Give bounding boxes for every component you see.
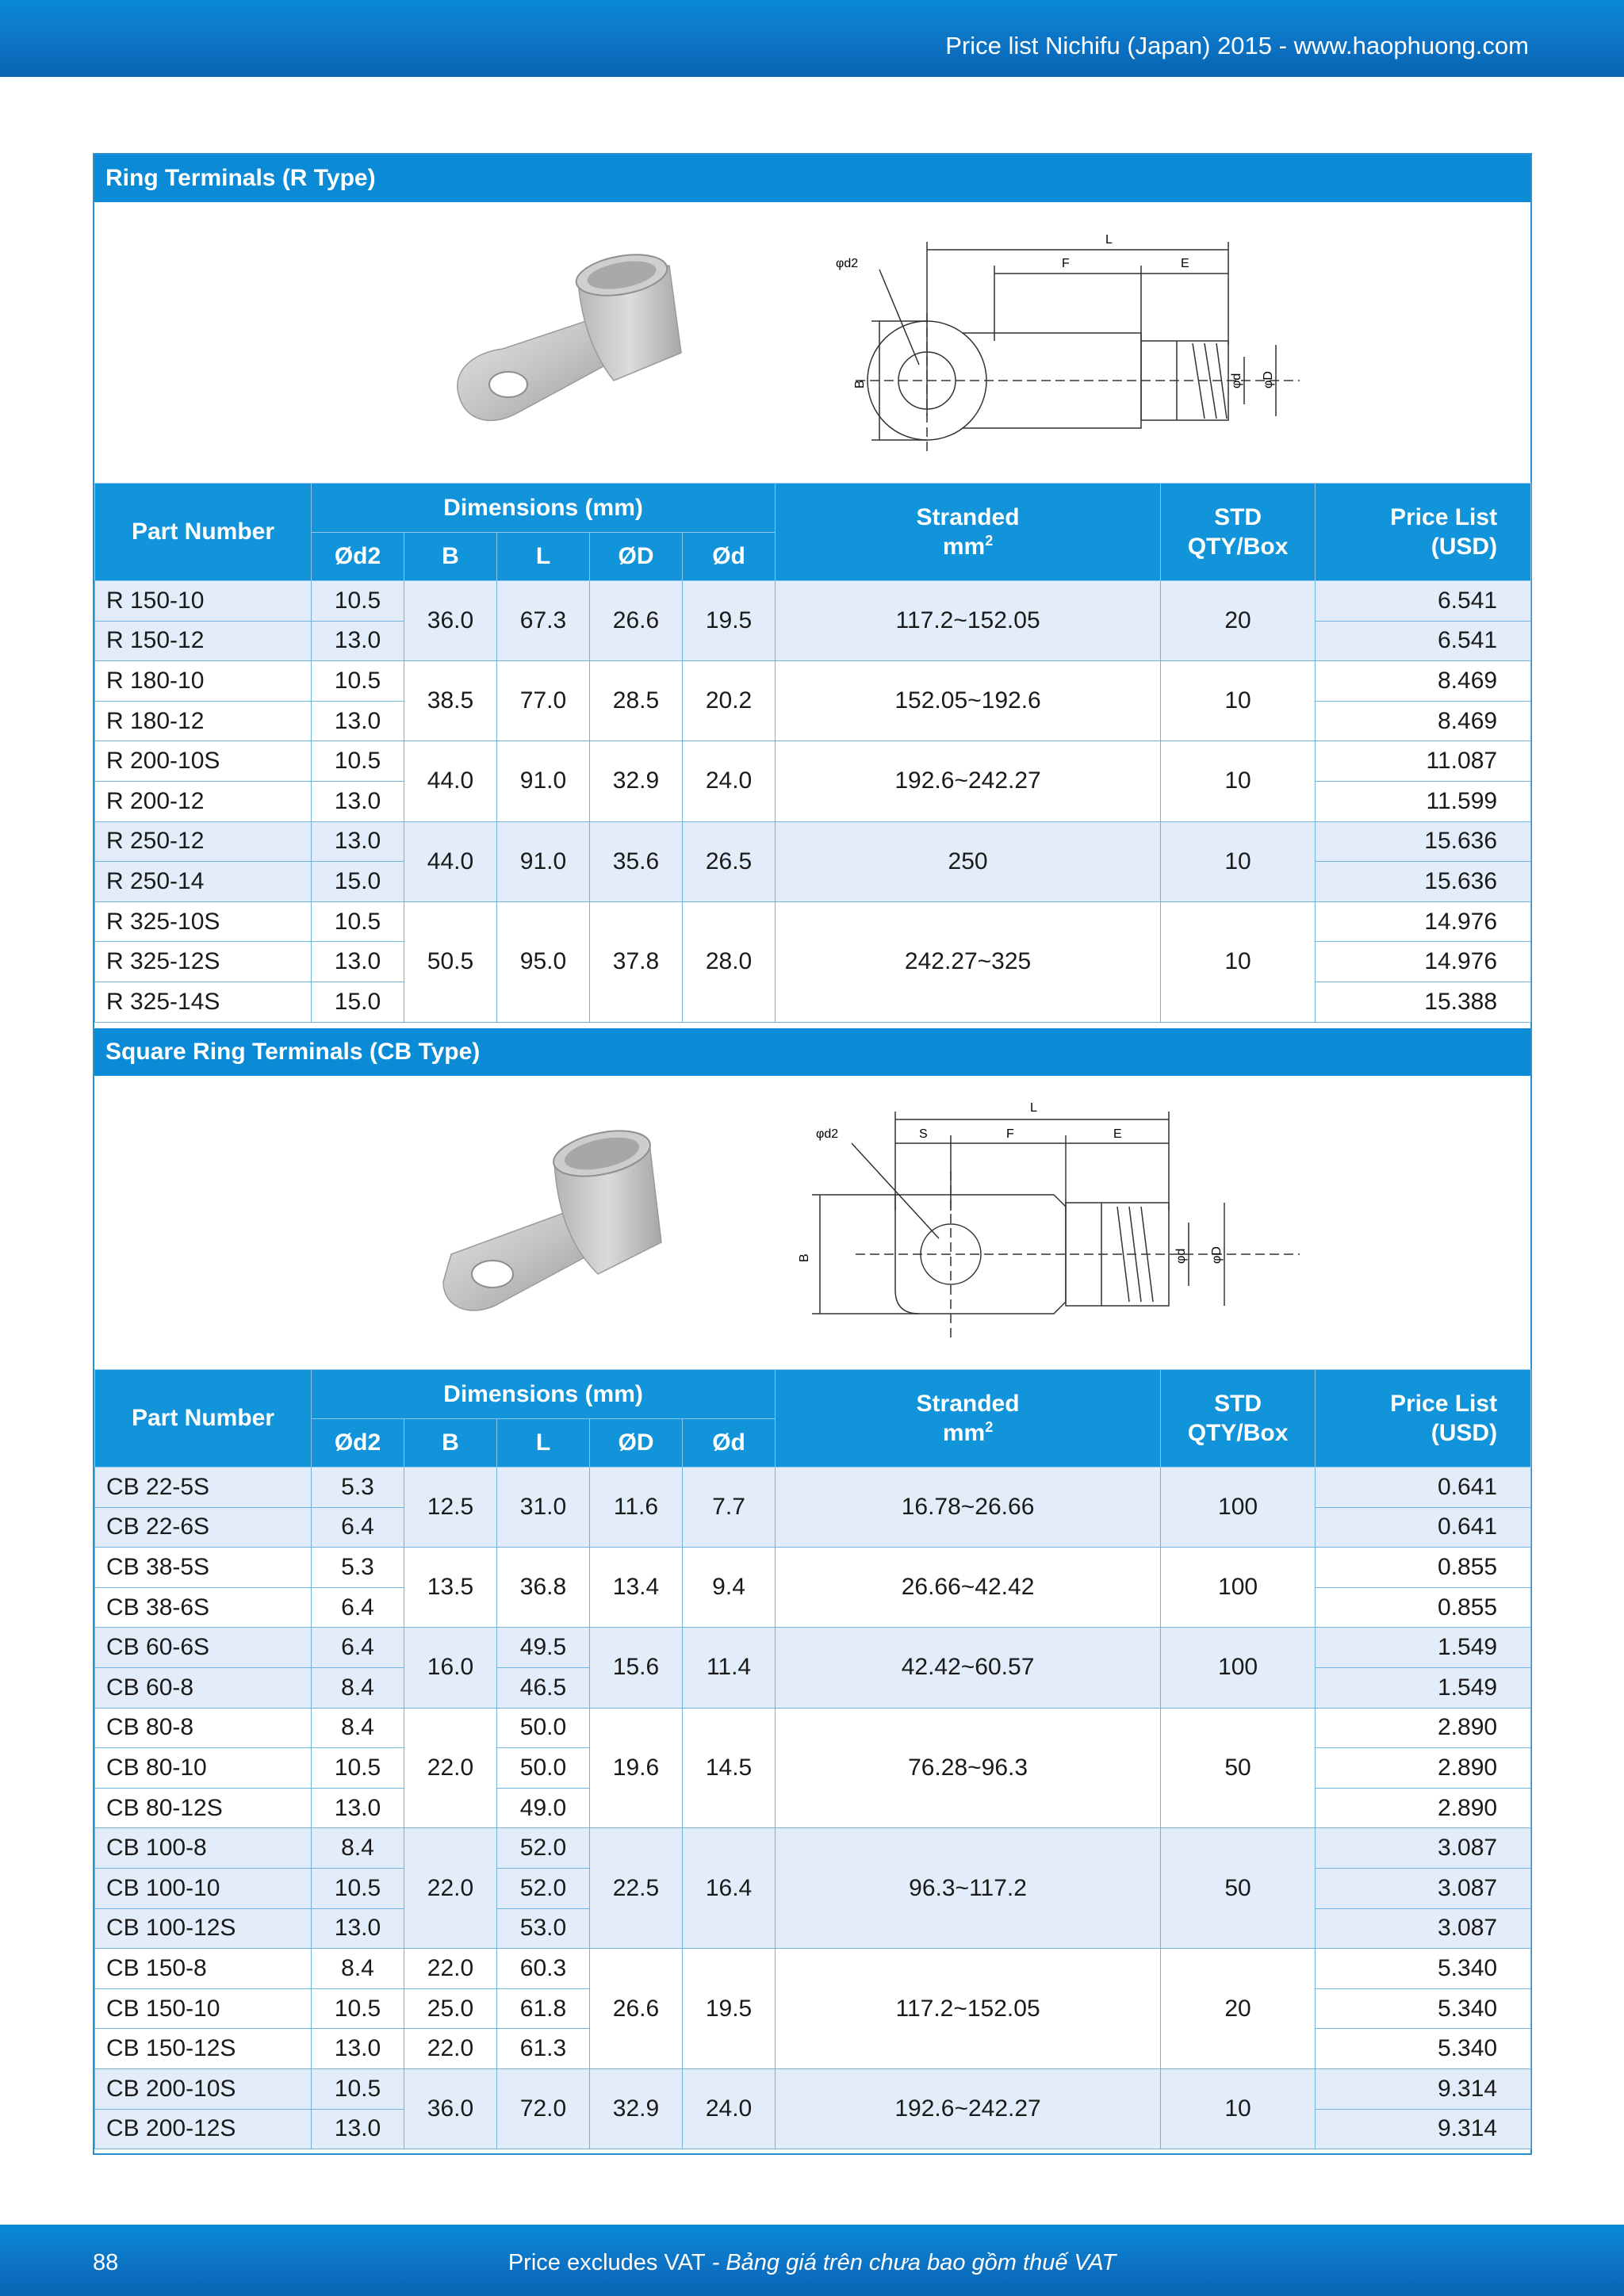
b-value: 50.5 bbox=[404, 901, 497, 1022]
inner-d-value: 24.0 bbox=[683, 2068, 776, 2149]
ring-spec-table bbox=[94, 483, 1531, 1023]
part-number: CB 150-10 bbox=[95, 1988, 312, 2029]
d2-value: 8.4 bbox=[312, 1949, 404, 1989]
col-stranded: Stranded $mm^2$ bbox=[776, 484, 1161, 581]
outer-d-value: 15.6 bbox=[590, 1628, 683, 1708]
cb-dim-D: φD bbox=[1210, 1246, 1224, 1264]
d2-value: 10.5 bbox=[312, 581, 404, 622]
d2-value: 13.0 bbox=[312, 701, 404, 741]
b-value: 22.0 bbox=[404, 1949, 497, 1989]
part-number: R 250-12 bbox=[95, 821, 312, 862]
l-value: 67.3 bbox=[497, 581, 590, 661]
cb-terminal-drawing bbox=[798, 1092, 1379, 1353]
part-number: CB 80-8 bbox=[95, 1708, 312, 1748]
b-value: 44.0 bbox=[404, 821, 497, 901]
part-number: CB 100-12S bbox=[95, 1908, 312, 1949]
part-number: R 150-10 bbox=[95, 581, 312, 622]
stranded-value: 242.27~325 bbox=[776, 901, 1161, 1022]
outer-d-value: 13.4 bbox=[590, 1548, 683, 1628]
l-value: 61.8 bbox=[497, 1988, 590, 2029]
d2-value: 13.0 bbox=[312, 2029, 404, 2069]
page-footer-bar bbox=[0, 2225, 1624, 2296]
cb-dim-F: F bbox=[1006, 1127, 1014, 1141]
d2-value: 6.4 bbox=[312, 1587, 404, 1628]
outer-d-value: 11.6 bbox=[590, 1468, 683, 1548]
l-value: 91.0 bbox=[497, 741, 590, 821]
price-value: 3.087 bbox=[1316, 1828, 1531, 1869]
ring-dim-B: B bbox=[853, 380, 867, 388]
part-number: CB 150-8 bbox=[95, 1949, 312, 1989]
price-value: 8.469 bbox=[1316, 701, 1531, 741]
part-number: CB 38-5S bbox=[95, 1548, 312, 1588]
page-header-bar bbox=[0, 0, 1624, 77]
qty-value: 10 bbox=[1161, 2068, 1316, 2149]
cb-dim-B: B bbox=[798, 1253, 811, 1262]
outer-d-value: 35.6 bbox=[590, 821, 683, 901]
price-value: 2.890 bbox=[1316, 1748, 1531, 1789]
outer-d-value: 26.6 bbox=[590, 581, 683, 661]
price-value: 8.469 bbox=[1316, 661, 1531, 702]
d2-value: 6.4 bbox=[312, 1628, 404, 1668]
ring-dim-L: L bbox=[1105, 233, 1113, 247]
l-value: 52.0 bbox=[497, 1868, 590, 1908]
price-value: 6.541 bbox=[1316, 621, 1531, 661]
stranded-value: 42.42~60.57 bbox=[776, 1628, 1161, 1708]
price-value: 5.340 bbox=[1316, 1988, 1531, 2029]
d2-value: 6.4 bbox=[312, 1507, 404, 1548]
b-value: 22.0 bbox=[404, 1708, 497, 1828]
inner-d-value: 16.4 bbox=[683, 1828, 776, 1949]
price-value: 1.549 bbox=[1316, 1667, 1531, 1708]
col-stranded: Stranded $mm^2$ bbox=[776, 1370, 1161, 1468]
l-value: 49.0 bbox=[497, 1788, 590, 1828]
part-number: CB 150-12S bbox=[95, 2029, 312, 2069]
col-price: Price List (USD) bbox=[1316, 1370, 1531, 1468]
col-outer-d: ØD bbox=[590, 1419, 683, 1468]
part-number: R 150-12 bbox=[95, 621, 312, 661]
inner-d-value: 26.5 bbox=[683, 821, 776, 901]
l-value: 60.3 bbox=[497, 1949, 590, 1989]
l-value: 46.5 bbox=[497, 1667, 590, 1708]
l-value: 95.0 bbox=[497, 901, 590, 1022]
table-row bbox=[95, 901, 1531, 942]
b-value: 36.0 bbox=[404, 581, 497, 661]
d2-value: 10.5 bbox=[312, 2068, 404, 2109]
col-price: Price List (USD) bbox=[1316, 484, 1531, 581]
price-value: 14.976 bbox=[1316, 942, 1531, 982]
price-value: 2.890 bbox=[1316, 1708, 1531, 1748]
d2-value: 5.3 bbox=[312, 1548, 404, 1588]
qty-value: 20 bbox=[1161, 1949, 1316, 2069]
price-value: 15.388 bbox=[1316, 982, 1531, 1022]
price-value: 11.087 bbox=[1316, 741, 1531, 782]
d2-value: 5.3 bbox=[312, 1468, 404, 1508]
header-title: Price list Nichifu (Japan) 2015 - www.haophuong.com bbox=[945, 32, 1529, 59]
price-value: 11.599 bbox=[1316, 781, 1531, 821]
cb-image-area bbox=[94, 1076, 1530, 1369]
stranded-value: 152.05~192.6 bbox=[776, 661, 1161, 741]
b-value: 25.0 bbox=[404, 1988, 497, 2029]
d2-value: 10.5 bbox=[312, 741, 404, 782]
qty-value: 50 bbox=[1161, 1708, 1316, 1828]
part-number: R 325-14S bbox=[95, 982, 312, 1022]
col-d2: Ød2 bbox=[312, 1419, 404, 1468]
part-number: R 180-10 bbox=[95, 661, 312, 702]
col-b: B bbox=[404, 533, 497, 581]
part-number: R 325-12S bbox=[95, 942, 312, 982]
d2-value: 10.5 bbox=[312, 1988, 404, 2029]
table-row bbox=[95, 581, 1531, 622]
stranded-value: 96.3~117.2 bbox=[776, 1828, 1161, 1949]
d2-value: 13.0 bbox=[312, 2109, 404, 2149]
l-value: 50.0 bbox=[497, 1708, 590, 1748]
col-l: L bbox=[497, 1419, 590, 1468]
price-value: 9.314 bbox=[1316, 2068, 1531, 2109]
col-dimensions: Dimensions (mm) bbox=[312, 484, 776, 533]
price-value: 0.641 bbox=[1316, 1468, 1531, 1508]
stranded-value: 16.78~26.66 bbox=[776, 1468, 1161, 1548]
qty-value: 10 bbox=[1161, 821, 1316, 901]
stranded-value: 76.28~96.3 bbox=[776, 1708, 1161, 1828]
outer-d-value: 22.5 bbox=[590, 1828, 683, 1949]
ring-dim-d: φd bbox=[1230, 373, 1243, 388]
l-value: 50.0 bbox=[497, 1748, 590, 1789]
price-value: 3.087 bbox=[1316, 1868, 1531, 1908]
part-number: CB 100-8 bbox=[95, 1828, 312, 1869]
ring-dim-d2: φd2 bbox=[836, 257, 859, 270]
qty-value: 10 bbox=[1161, 661, 1316, 741]
footer-note bbox=[0, 2250, 1624, 2276]
table-row bbox=[95, 1828, 1531, 1869]
stranded-value: 117.2~152.05 bbox=[776, 1949, 1161, 2069]
inner-d-value: 7.7 bbox=[683, 1468, 776, 1548]
d2-value: 13.0 bbox=[312, 942, 404, 982]
part-number: CB 60-6S bbox=[95, 1628, 312, 1668]
l-value: 91.0 bbox=[497, 821, 590, 901]
col-part-number: Part Number bbox=[95, 484, 312, 581]
qty-value: 100 bbox=[1161, 1628, 1316, 1708]
d2-value: 13.0 bbox=[312, 621, 404, 661]
d2-value: 15.0 bbox=[312, 862, 404, 902]
stranded-value: 192.6~242.27 bbox=[776, 2068, 1161, 2149]
b-value: 38.5 bbox=[404, 661, 497, 741]
d2-value: 10.5 bbox=[312, 901, 404, 942]
outer-d-value: 32.9 bbox=[590, 741, 683, 821]
inner-d-value: 19.5 bbox=[683, 1949, 776, 2069]
part-number: CB 38-6S bbox=[95, 1587, 312, 1628]
price-value: 6.541 bbox=[1316, 581, 1531, 622]
col-l: L bbox=[497, 533, 590, 581]
cb-dim-S: S bbox=[919, 1127, 928, 1141]
price-value: 0.855 bbox=[1316, 1548, 1531, 1588]
b-value: 13.5 bbox=[404, 1548, 497, 1628]
d2-value: 8.4 bbox=[312, 1708, 404, 1748]
footer-note-vi: - Bảng giá trên chưa bao gồm thuế VAT bbox=[705, 2250, 1116, 2275]
inner-d-value: 11.4 bbox=[683, 1628, 776, 1708]
l-value: 61.3 bbox=[497, 2029, 590, 2069]
l-value: 72.0 bbox=[497, 2068, 590, 2149]
cb-dim-d2: φd2 bbox=[816, 1127, 839, 1141]
table-row bbox=[95, 741, 1531, 782]
l-value: 52.0 bbox=[497, 1828, 590, 1869]
qty-value: 100 bbox=[1161, 1468, 1316, 1548]
d2-value: 13.0 bbox=[312, 781, 404, 821]
part-number: CB 200-12S bbox=[95, 2109, 312, 2149]
ring-image-area bbox=[94, 202, 1530, 483]
cb-dim-L: L bbox=[1030, 1101, 1037, 1115]
inner-d-value: 28.0 bbox=[683, 901, 776, 1022]
d2-value: 15.0 bbox=[312, 982, 404, 1022]
d2-value: 10.5 bbox=[312, 1748, 404, 1789]
col-b: B bbox=[404, 1419, 497, 1468]
price-value: 2.890 bbox=[1316, 1788, 1531, 1828]
part-number: R 200-12 bbox=[95, 781, 312, 821]
d2-value: 13.0 bbox=[312, 1788, 404, 1828]
outer-d-value: 19.6 bbox=[590, 1708, 683, 1828]
price-value: 15.636 bbox=[1316, 862, 1531, 902]
d2-value: 10.5 bbox=[312, 1868, 404, 1908]
part-number: CB 80-10 bbox=[95, 1748, 312, 1789]
part-number: CB 22-6S bbox=[95, 1507, 312, 1548]
cb-spec-table bbox=[94, 1369, 1531, 2149]
footer-note-en: Price excludes VAT bbox=[508, 2250, 706, 2275]
cb-dim-E: E bbox=[1113, 1127, 1122, 1141]
part-number: CB 200-10S bbox=[95, 2068, 312, 2109]
price-value: 1.549 bbox=[1316, 1628, 1531, 1668]
price-value: 3.087 bbox=[1316, 1908, 1531, 1949]
ring-terminal-drawing bbox=[824, 226, 1300, 464]
section-title-cb: Square Ring Terminals (CB Type) bbox=[94, 1028, 1530, 1076]
table-row bbox=[95, 2068, 1531, 2109]
b-value: 16.0 bbox=[404, 1628, 497, 1708]
inner-d-value: 20.2 bbox=[683, 661, 776, 741]
d2-value: 8.4 bbox=[312, 1667, 404, 1708]
stranded-value: 26.66~42.42 bbox=[776, 1548, 1161, 1628]
col-inner-d: Ød bbox=[683, 533, 776, 581]
price-value: 15.636 bbox=[1316, 821, 1531, 862]
cb-dim-d: φd bbox=[1174, 1248, 1188, 1264]
b-value: 22.0 bbox=[404, 2029, 497, 2069]
table-row bbox=[95, 821, 1531, 862]
table-row bbox=[95, 1949, 1531, 1989]
outer-d-value: 26.6 bbox=[590, 1949, 683, 2069]
part-number: CB 22-5S bbox=[95, 1468, 312, 1508]
inner-d-value: 9.4 bbox=[683, 1548, 776, 1628]
col-std-qty: STD QTY/Box bbox=[1161, 1370, 1316, 1468]
ring-dim-D: φD bbox=[1262, 371, 1275, 388]
price-value: 14.976 bbox=[1316, 901, 1531, 942]
qty-value: 10 bbox=[1161, 741, 1316, 821]
ring-dim-E: E bbox=[1181, 257, 1189, 270]
col-outer-d: ØD bbox=[590, 533, 683, 581]
d2-value: 13.0 bbox=[312, 1908, 404, 1949]
outer-d-value: 28.5 bbox=[590, 661, 683, 741]
section-title-ring: Ring Terminals (R Type) bbox=[94, 155, 1530, 202]
table-row bbox=[95, 1468, 1531, 1508]
l-value: 77.0 bbox=[497, 661, 590, 741]
l-value: 31.0 bbox=[497, 1468, 590, 1548]
inner-d-value: 24.0 bbox=[683, 741, 776, 821]
catalog-frame bbox=[93, 153, 1532, 2155]
inner-d-value: 14.5 bbox=[683, 1708, 776, 1828]
part-number: CB 80-12S bbox=[95, 1788, 312, 1828]
qty-value: 10 bbox=[1161, 901, 1316, 1022]
qty-value: 20 bbox=[1161, 581, 1316, 661]
col-inner-d: Ød bbox=[683, 1419, 776, 1468]
outer-d-value: 32.9 bbox=[590, 2068, 683, 2149]
price-value: 0.855 bbox=[1316, 1587, 1531, 1628]
part-number: R 180-12 bbox=[95, 701, 312, 741]
table-row bbox=[95, 1548, 1531, 1588]
part-number: R 200-10S bbox=[95, 741, 312, 782]
l-value: 36.8 bbox=[497, 1548, 590, 1628]
price-value: 9.314 bbox=[1316, 2109, 1531, 2149]
b-value: 22.0 bbox=[404, 1828, 497, 1949]
ring-dim-F: F bbox=[1062, 257, 1070, 270]
l-value: 53.0 bbox=[497, 1908, 590, 1949]
col-std-qty: STD QTY/Box bbox=[1161, 484, 1316, 581]
d2-value: 8.4 bbox=[312, 1828, 404, 1869]
price-value: 5.340 bbox=[1316, 1949, 1531, 1989]
b-value: 36.0 bbox=[404, 2068, 497, 2149]
ring-terminal-photo bbox=[435, 234, 800, 432]
qty-value: 100 bbox=[1161, 1548, 1316, 1628]
l-value: 49.5 bbox=[497, 1628, 590, 1668]
stranded-value: 117.2~152.05 bbox=[776, 581, 1161, 661]
col-part-number: Part Number bbox=[95, 1370, 312, 1468]
inner-d-value: 19.5 bbox=[683, 581, 776, 661]
col-d2: Ød2 bbox=[312, 533, 404, 581]
price-value: 5.340 bbox=[1316, 2029, 1531, 2069]
table-row bbox=[95, 1708, 1531, 1748]
price-value: 0.641 bbox=[1316, 1507, 1531, 1548]
d2-value: 13.0 bbox=[312, 821, 404, 862]
qty-value: 50 bbox=[1161, 1828, 1316, 1949]
table-row bbox=[95, 661, 1531, 702]
table-row bbox=[95, 1628, 1531, 1668]
stranded-value: 192.6~242.27 bbox=[776, 741, 1161, 821]
part-number: R 325-10S bbox=[95, 901, 312, 942]
part-number: CB 100-10 bbox=[95, 1868, 312, 1908]
cb-terminal-photo bbox=[419, 1115, 784, 1330]
part-number: R 250-14 bbox=[95, 862, 312, 902]
b-value: 12.5 bbox=[404, 1468, 497, 1548]
stranded-value: 250 bbox=[776, 821, 1161, 901]
part-number: CB 60-8 bbox=[95, 1667, 312, 1708]
outer-d-value: 37.8 bbox=[590, 901, 683, 1022]
b-value: 44.0 bbox=[404, 741, 497, 821]
col-dimensions: Dimensions (mm) bbox=[312, 1370, 776, 1419]
d2-value: 10.5 bbox=[312, 661, 404, 702]
page-number: 88 bbox=[93, 2250, 119, 2275]
